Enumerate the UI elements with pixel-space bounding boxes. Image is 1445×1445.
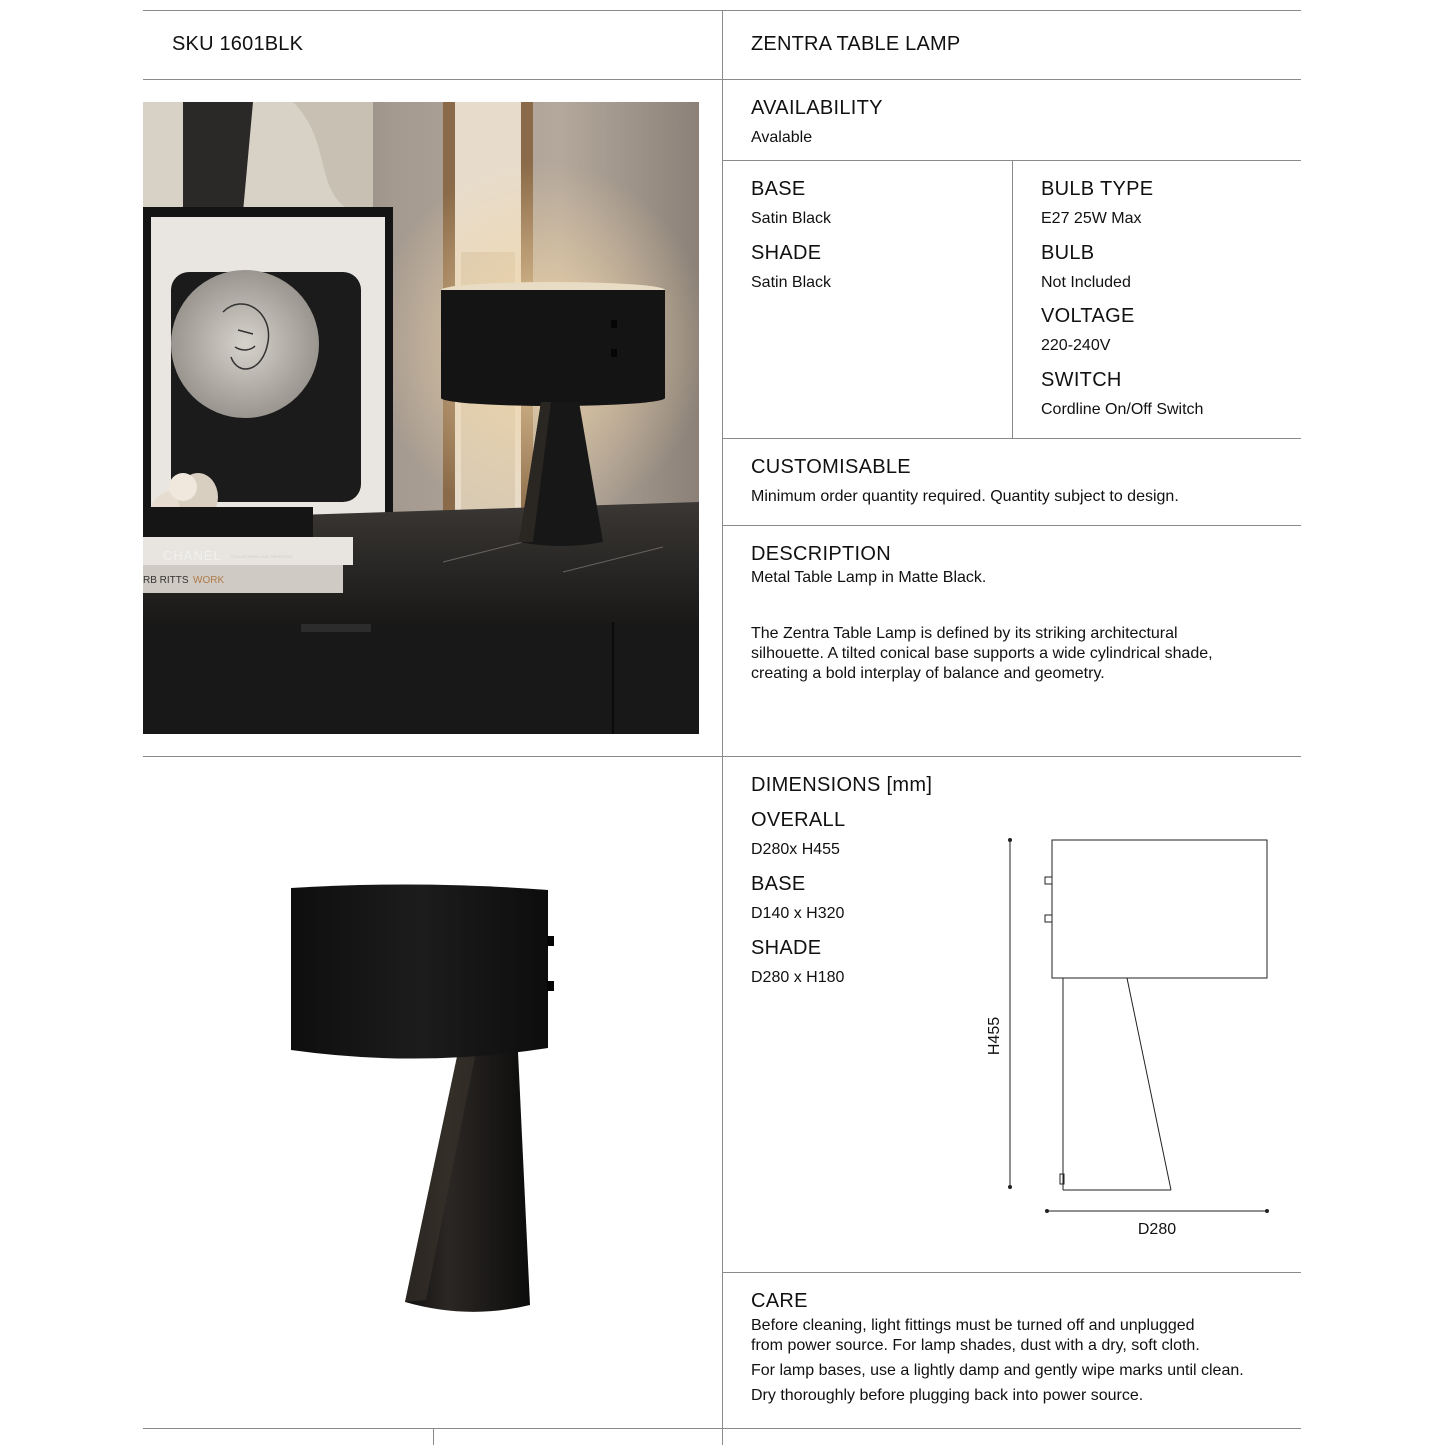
bulb-label: BULB <box>1041 242 1095 264</box>
product-image <box>280 880 570 1320</box>
base-finish-label: BASE <box>751 178 806 200</box>
sku: SKU 1601BLK <box>172 33 304 55</box>
care-line: Dry thoroughly before plugging back into power source. <box>751 1387 1144 1404</box>
switch-label: SWITCH <box>1041 369 1122 391</box>
specs-rule <box>722 438 1301 439</box>
overall-value: D280x H455 <box>751 841 840 858</box>
lamp-cutout <box>280 880 570 1320</box>
bottom-divider <box>433 1428 434 1445</box>
shade-finish-value: Satin Black <box>751 274 832 291</box>
dimension-drawing-svg <box>980 830 1280 1240</box>
care-label: CARE <box>751 1290 808 1312</box>
middle-rule <box>143 756 1301 757</box>
dimension-drawing <box>980 830 1280 1240</box>
overall-label: OVERALL <box>751 809 846 831</box>
care-line: Before cleaning, light fittings must be turned off and unplugged <box>751 1317 1195 1334</box>
dimensions-label: DIMENSIONS [mm] <box>751 774 933 796</box>
base-dim-value: D140 x H320 <box>751 905 845 922</box>
care-line: For lamp bases, use a lightly damp and gently wipe marks until clean. <box>751 1362 1244 1379</box>
customisable-rule <box>722 525 1301 526</box>
description-line: creating a bold interplay of balance and geometry. <box>751 665 1105 682</box>
height-label: H455 <box>986 1016 1003 1056</box>
width-label: D280 <box>1137 1221 1177 1238</box>
bottom-rule <box>143 1428 1301 1429</box>
customisable-label: CUSTOMISABLE <box>751 456 911 478</box>
lifestyle-photo-scene <box>143 102 699 734</box>
specs-divider <box>1012 160 1013 438</box>
shade-dim-label: SHADE <box>751 937 822 959</box>
shade-finish-label: SHADE <box>751 242 822 264</box>
description-label: DESCRIPTION <box>751 543 891 565</box>
care-line: from power source. For lamp shades, dust with a dry, soft cloth. <box>751 1337 1200 1354</box>
availability-label: AVAILABILITY <box>751 97 883 119</box>
base-finish-value: Satin Black <box>751 210 832 227</box>
center-divider <box>722 10 723 1445</box>
voltage-label: VOLTAGE <box>1041 305 1135 327</box>
book2-accent: WORK <box>193 575 225 586</box>
bulb-type-label: BULB TYPE <box>1041 178 1154 200</box>
product-name: ZENTRA TABLE LAMP <box>751 33 961 55</box>
description-body <box>751 624 1291 684</box>
book-title: CHANEL <box>163 548 222 563</box>
book2-title: RB RITTS <box>143 575 189 586</box>
switch-value: Cordline On/Off Switch <box>1041 401 1204 418</box>
book-subtitle: COLLECTIONS AND CREATIONS <box>231 554 293 559</box>
bulb-value: Not Included <box>1041 274 1131 291</box>
lifestyle-photo <box>143 102 699 734</box>
description-summary: Metal Table Lamp in Matte Black. <box>751 569 987 586</box>
care-body <box>751 1316 1301 1406</box>
dimensions-rule <box>722 1272 1301 1273</box>
base-dim-label: BASE <box>751 873 806 895</box>
availability-value: Avalable <box>751 129 813 146</box>
shade-dim-value: D280 x H180 <box>751 969 845 986</box>
bulb-type-value: E27 25W Max <box>1041 210 1142 227</box>
customisable-value: Minimum order quantity required. Quantity subject to design. <box>751 488 1179 505</box>
voltage-value: 220-240V <box>1041 337 1111 354</box>
description-line: The Zentra Table Lamp is defined by its striking architectural <box>751 625 1178 642</box>
description-line: silhouette. A tilted conical base supports a wide cylindrical shade, <box>751 645 1213 662</box>
